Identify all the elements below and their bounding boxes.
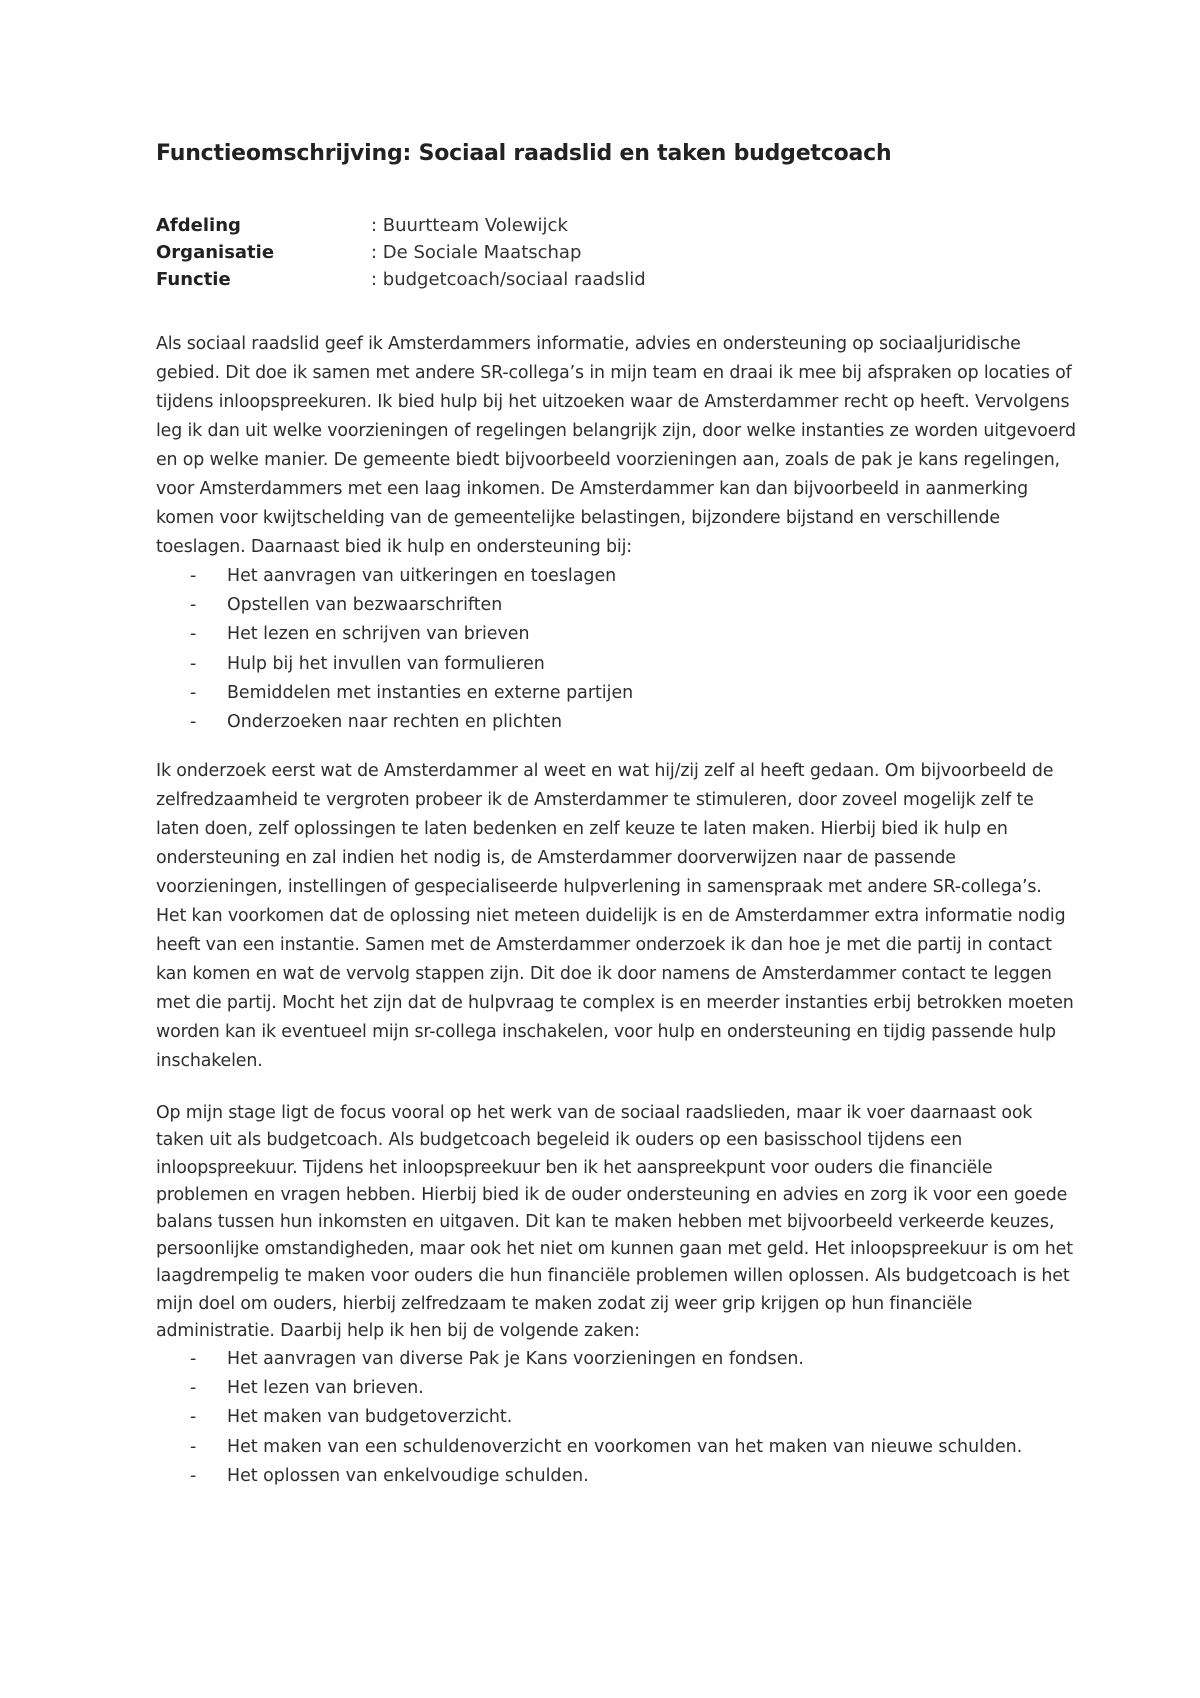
dash-bullet: -: [190, 566, 197, 586]
list-item-text: Onderzoeken naar rechten en plichten: [227, 712, 562, 733]
list-item: [156, 679, 1076, 708]
meta-row-afdeling: [156, 212, 1076, 239]
list-item: [156, 1433, 1076, 1462]
document-page: [156, 136, 1076, 1491]
meta-label: Organisatie: [156, 242, 275, 263]
paragraph-intro: Als sociaal raadslid geef ik Amsterdammers informatie, advies en ondersteuning op sociaaljuridische gebied. Dit doe ik samen met andere SR-collega’s in mijn team en draai ik mee bij afspraken op locaties of tijdens inloopspreekuren. Ik bied hulp bij het uitzoeken waar de Amsterdammer recht op heeft. Vervolgens leg ik dan uit welke voorzieningen of regelingen belangrijk zijn, door welke instanties ze worden uitgevoerd en op welke manier. De gemeente biedt bijvoorbeeld voorzieningen aan, zoals de pak je kans regelingen, voor Amsterdammers met een laag inkomen. De Amsterdammer kan dan bijvoorbeeld in aanmerking komen voor kwijtschelding van de gemeentelijke belastingen, bijzondere bijstand en verschillende toeslagen. Daarnaast bied ik hulp en ondersteuning bij:: [156, 334, 1076, 557]
page-title: Functieomschrijving: Sociaal raadslid en taken budgetcoach: [156, 141, 892, 166]
paragraph-budgetcoach: Op mijn stage ligt de focus vooral op het werk van de sociaal raadslieden, maar ik voer daarnaast ook taken uit als budgetcoach. Als budgetcoach begeleid ik ouders op een basisschool tijdens een inloopspreekuur. Tijdens het inloopspreekuur ben ik het aanspreekpunt voor ouders die financiële problemen en vragen hebben. Hierbij bied ik de ouder ondersteuning en advies en zorg ik voor een goede balans tussen hun inkomsten en uitgaven. Dit kan te maken hebben met bijvoorbeeld verkeerde keuzes, persoonlijke omstandigheden, maar ook het niet om kunnen gaan met geld. Het inloopspreekuur is om het laagdrempelig te maken voor ouders die hun financiële problemen willen oplossen. Als budgetcoach is het mijn doel om ouders, hierbij zelfredzaam te maken zodat zij weer grip krijgen op hun financiële administratie. Daarbij help ik hen bij de volgende zaken:: [156, 1103, 1073, 1341]
list-item: [156, 620, 1076, 649]
dash-bullet: -: [190, 1465, 197, 1486]
paragraph-approach: Ik onderzoek eerst wat de Amsterdammer al weet en wat hij/zij zelf al heeft gedaan. Om bijvoorbeeld de zelfredzaamheid te vergroten probeer ik de Amsterdammer te stimuleren, door zoveel mogelijk zelf te laten doen, zelf oplossingen te laten bedenken en zelf keuze te laten maken. Hierbij bied ik hulp en ondersteuning en zal indien het nodig is, de Amsterdammer doorverwijzen naar de passende voorzieningen, instellingen of gespecialiseerde hulpverlening in samenspraak met andere SR-collega’s. Het kan voorkomen dat de oplossing niet meteen duidelijk is en de Amsterdammer extra informatie nodig heeft van een instantie. Samen met de Amsterdammer onderzoek ik dan hoe je met die partij in contact kan komen en wat de vervolg stappen zijn. Dit doe ik door namens de Amsterdammer contact te leggen met die partij. Mocht het zijn dat de hulpvraag te complex is en meerder instanties erbij betrokken moeten worden kan ik eventueel mijn sr-collega inschakelen, voor hulp en ondersteuning en tijdig passende hulp inschakelen.: [156, 761, 1074, 1072]
dash-bullet: -: [190, 712, 197, 733]
list-item: [156, 591, 1076, 620]
list-item: [156, 1345, 1076, 1374]
support-list: [156, 562, 1076, 737]
list-item-text: Opstellen van bezwaarschriften: [227, 595, 503, 616]
list-item-text: Het lezen en schrijven van brieven: [227, 624, 530, 645]
dash-bullet: -: [190, 653, 197, 674]
list-item-text: Het maken van een schuldenoverzicht en voorkomen van het maken van nieuwe schulden.: [227, 1436, 1023, 1457]
meta-value: : Buurtteam Volewijck: [371, 215, 568, 236]
dash-bullet: -: [190, 1407, 197, 1428]
list-item-text: Het aanvragen van uitkeringen en toeslagen: [227, 566, 617, 586]
meta-value: : De Sociale Maatschap: [371, 242, 582, 263]
list-item-text: Hulp bij het invullen van formulieren: [227, 653, 545, 674]
list-item: [156, 562, 1076, 591]
list-item: [156, 1403, 1076, 1432]
meta-row-functie: [156, 266, 1076, 293]
dash-bullet: -: [190, 624, 197, 645]
dash-bullet: -: [190, 1436, 197, 1457]
list-item-text: Bemiddelen met instanties en externe partijen: [227, 682, 634, 703]
meta-label: Afdeling: [156, 215, 241, 236]
meta-row-organisatie: [156, 239, 1076, 266]
list-item-text: Het maken van budgetoverzicht.: [227, 1407, 513, 1428]
meta-table: [156, 212, 1076, 293]
list-item-text: Het aanvragen van diverse Pak je Kans voorzieningen en fondsen.: [227, 1349, 804, 1370]
dash-bullet: -: [190, 595, 197, 616]
dash-bullet: -: [190, 1349, 197, 1370]
meta-label: Functie: [156, 269, 231, 290]
list-item: [156, 708, 1076, 737]
list-item: [156, 1374, 1076, 1403]
dash-bullet: -: [190, 1378, 197, 1399]
meta-value: : budgetcoach/sociaal raadslid: [371, 269, 646, 290]
list-item-text: Het oplossen van enkelvoudige schulden.: [227, 1465, 589, 1486]
budgetcoach-list: [156, 1345, 1076, 1491]
list-item: [156, 1462, 1076, 1491]
list-item-text: Het lezen van brieven.: [227, 1378, 424, 1399]
dash-bullet: -: [190, 682, 197, 703]
list-item: [156, 650, 1076, 679]
